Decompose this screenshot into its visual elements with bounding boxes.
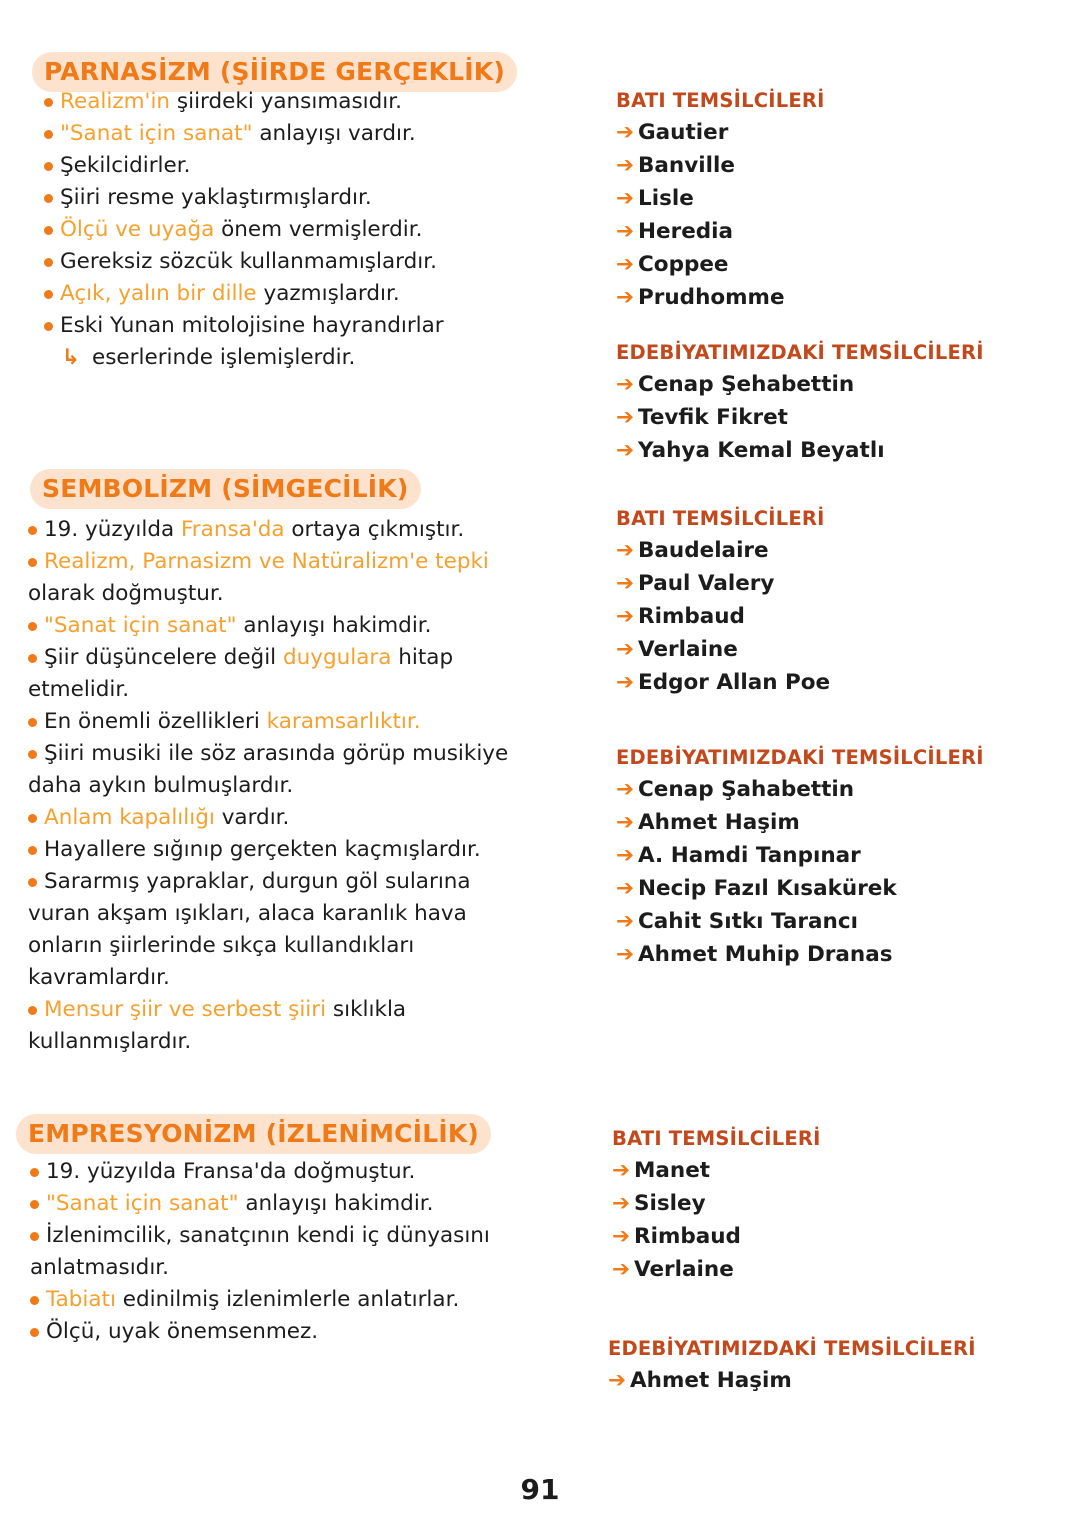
list-item: "Sanat için sanat" anlayışı vardır. <box>44 118 444 150</box>
rep-heading: EDEBİYATIMIZDAKİ TEMSİLCİLERİ <box>608 1337 976 1360</box>
bullet-dot-icon <box>30 1168 39 1177</box>
list-item: Realizm'in şiirdeki yansımasıdır. <box>44 86 444 118</box>
arrow-right-icon: ➔ <box>608 1368 627 1393</box>
list-item: ➔ Manet <box>612 1158 711 1183</box>
arrow-right-icon: ➔ <box>616 810 635 835</box>
bullet-dot-icon <box>44 162 53 171</box>
bullet-dot-icon <box>28 846 37 855</box>
arrow-right-icon: ➔ <box>616 285 635 310</box>
list-item: En önemli özellikleri karamsarlıktır. <box>28 706 568 738</box>
list-item: 19. yüzyılda Fransa'da ortaya çıkmıştır. <box>28 514 568 546</box>
arrow-right-icon: ➔ <box>616 843 635 868</box>
bullet-dot-icon <box>44 290 53 299</box>
list-item: ➔ Heredia <box>616 219 734 244</box>
bullet-dot-icon <box>28 814 37 823</box>
bullet-dot-icon <box>28 654 37 663</box>
bullet-dot-icon <box>44 258 53 267</box>
page-number: 91 <box>520 1473 560 1506</box>
list-item: ➔ Coppee <box>616 252 729 277</box>
list-item: ➔ Prudhomme <box>616 285 785 310</box>
parnasizm-bullet-list <box>44 86 444 374</box>
bullet-dot-icon <box>44 130 53 139</box>
arrow-right-icon: ➔ <box>616 571 635 596</box>
section-title-parnasizm: PARNASİZM (ŞİİRDE GERÇEKLİK) <box>32 52 517 92</box>
list-item: ➔ Cenap Şehabettin <box>616 372 855 397</box>
list-item: ➔ Baudelaire <box>616 538 769 563</box>
list-item: ➔ Lisle <box>616 186 694 211</box>
list-item: ➔ A. Hamdi Tanpınar <box>616 843 861 868</box>
rep-heading: BATI TEMSİLCİLERİ <box>612 1127 821 1150</box>
sembolizm-western-representatives <box>616 504 830 699</box>
arrow-right-icon: ➔ <box>616 942 635 967</box>
parnasizm-turkish-representatives <box>616 338 984 467</box>
arrow-right-icon: ➔ <box>616 186 635 211</box>
list-item: Açık, yalın bir dille yazmışlardır. <box>44 278 444 310</box>
bullet-dot-icon <box>30 1296 39 1305</box>
empresyonizm-bullet-list <box>30 1156 490 1348</box>
list-item: ➔ Verlaine <box>612 1257 734 1282</box>
arrow-right-icon: ➔ <box>616 372 635 397</box>
section-title-empresyonizm: EMPRESYONİZM (İZLENİMCİLİK) <box>16 1114 491 1154</box>
arrow-right-icon: ➔ <box>612 1224 631 1249</box>
section-title-sembolizm: SEMBOLİZM (SİMGECİLİK) <box>30 469 421 509</box>
list-item: Şiiri resme yaklaştırmışlardır. <box>44 182 444 214</box>
list-item: Sararmış yapraklar, durgun göl sularına vuran akşam ışıkları, alaca karanlık hava onların şiirlerinde sıkça kullandıkları kavramlardır. <box>28 869 471 990</box>
list-item: Hayallere sığınıp gerçekten kaçmışlardır. <box>28 834 568 866</box>
arrow-right-icon: ➔ <box>616 637 635 662</box>
list-item: ➔ Rimbaud <box>616 604 745 629</box>
list-item: Eski Yunan mitolojisine hayrandırlar <box>44 310 444 342</box>
arrow-right-icon: ➔ <box>616 777 635 802</box>
bullet-dot-icon <box>28 1006 37 1015</box>
bullet-dot-icon <box>28 718 37 727</box>
hook-arrow-icon: ↳ <box>62 345 81 370</box>
arrow-right-icon: ➔ <box>616 876 635 901</box>
arrow-right-icon: ➔ <box>616 153 635 178</box>
list-item: "Sanat için sanat" anlayışı hakimdir. <box>28 610 568 642</box>
empresyonizm-western-representatives <box>612 1124 821 1286</box>
parnasizm-western-representatives <box>616 86 825 314</box>
bullet-dot-icon <box>44 194 53 203</box>
list-item: ➔ Paul Valery <box>616 571 775 596</box>
list-item: Realizm, Parnasizm ve Natüralizm'e tepki olarak doğmuştur. <box>28 549 489 606</box>
bullet-dot-icon <box>44 322 53 331</box>
rep-heading: BATI TEMSİLCİLERİ <box>616 507 825 530</box>
arrow-right-icon: ➔ <box>612 1257 631 1282</box>
arrow-right-icon: ➔ <box>616 405 635 430</box>
list-item: Gereksiz sözcük kullanmamışlardır. <box>44 246 444 278</box>
bullet-dot-icon <box>28 526 37 535</box>
list-item: ➔ Cenap Şahabettin <box>616 777 855 802</box>
bullet-dot-icon <box>28 878 37 887</box>
bullet-dot-icon <box>28 558 37 567</box>
list-item: ➔ Gautier <box>616 120 729 145</box>
list-item: ➔ Edgor Allan Poe <box>616 670 831 695</box>
list-item: Şiir düşüncelere değil duygulara hitap etmelidir. <box>28 645 454 702</box>
bullet-dot-icon <box>28 750 37 759</box>
rep-heading: EDEBİYATIMIZDAKİ TEMSİLCİLERİ <box>616 746 984 769</box>
arrow-right-icon: ➔ <box>616 670 635 695</box>
list-item: Şekilcidirler. <box>44 150 444 182</box>
rep-list <box>616 368 984 467</box>
arrow-right-icon: ➔ <box>612 1191 631 1216</box>
bullet-dot-icon <box>44 98 53 107</box>
list-item: Anlam kapalılığı vardır. <box>28 802 568 834</box>
list-item: Ölçü, uyak önemsenmez. <box>30 1316 490 1348</box>
arrow-right-icon: ➔ <box>616 909 635 934</box>
bullet-dot-icon <box>30 1232 39 1241</box>
list-item: Ölçü ve uyağa önem vermişlerdir. <box>44 214 444 246</box>
rep-heading: EDEBİYATIMIZDAKİ TEMSİLCİLERİ <box>616 341 984 364</box>
list-item: Mensur şiir ve serbest şiiri sıklıkla kullanmışlardır. <box>28 997 407 1054</box>
rep-list <box>616 773 984 971</box>
rep-list <box>616 116 825 314</box>
list-item: ➔ Sisley <box>612 1191 706 1216</box>
list-item: İzlenimcilik, sanatçının kendi iç dünyasını anlatmasıdır. <box>30 1223 490 1280</box>
sembolizm-turkish-representatives <box>616 743 984 971</box>
arrow-right-icon: ➔ <box>612 1158 631 1183</box>
list-item: 19. yüzyılda Fransa'da doğmuştur. <box>30 1156 490 1188</box>
empresyonizm-turkish-representatives <box>608 1334 976 1397</box>
list-item: Tabiatı edinilmiş izlenimlerle anlatırlar. <box>30 1284 490 1316</box>
list-item: ➔ Ahmet Muhip Dranas <box>616 942 893 967</box>
bullet-dot-icon <box>30 1328 39 1337</box>
list-item: ➔ Necip Fazıl Kısakürek <box>616 876 897 901</box>
list-item: Şiiri musiki ile söz arasında görüp musikiye daha aykın bulmuşlardır. <box>28 741 509 798</box>
rep-list <box>612 1154 821 1286</box>
list-item: ➔ Yahya Kemal Beyatlı <box>616 438 885 463</box>
arrow-right-icon: ➔ <box>616 538 635 563</box>
list-item: ➔ Cahit Sıtkı Tarancı <box>616 909 858 934</box>
arrow-right-icon: ➔ <box>616 120 635 145</box>
list-item: ➔ Banville <box>616 153 735 178</box>
bullet-dot-icon <box>44 226 53 235</box>
arrow-right-icon: ➔ <box>616 438 635 463</box>
list-item: ➔ Rimbaud <box>612 1224 741 1249</box>
rep-list <box>616 534 830 699</box>
list-item: ➔ Verlaine <box>616 637 738 662</box>
list-item: ➔ Ahmet Haşim <box>608 1368 792 1393</box>
bullet-dot-icon <box>30 1200 39 1209</box>
arrow-right-icon: ➔ <box>616 252 635 277</box>
arrow-right-icon: ➔ <box>616 604 635 629</box>
bullet-dot-icon <box>28 622 37 631</box>
arrow-right-icon: ➔ <box>616 219 635 244</box>
list-item: ➔ Ahmet Haşim <box>616 810 800 835</box>
sub-list-item: ↳ eserlerinde işlemişlerdir. <box>62 342 444 374</box>
rep-heading: BATI TEMSİLCİLERİ <box>616 89 825 112</box>
sembolizm-bullet-list <box>28 514 568 1058</box>
rep-list <box>608 1364 976 1397</box>
list-item: ➔ Tevfik Fikret <box>616 405 788 430</box>
list-item: "Sanat için sanat" anlayışı hakimdir. <box>30 1188 490 1220</box>
